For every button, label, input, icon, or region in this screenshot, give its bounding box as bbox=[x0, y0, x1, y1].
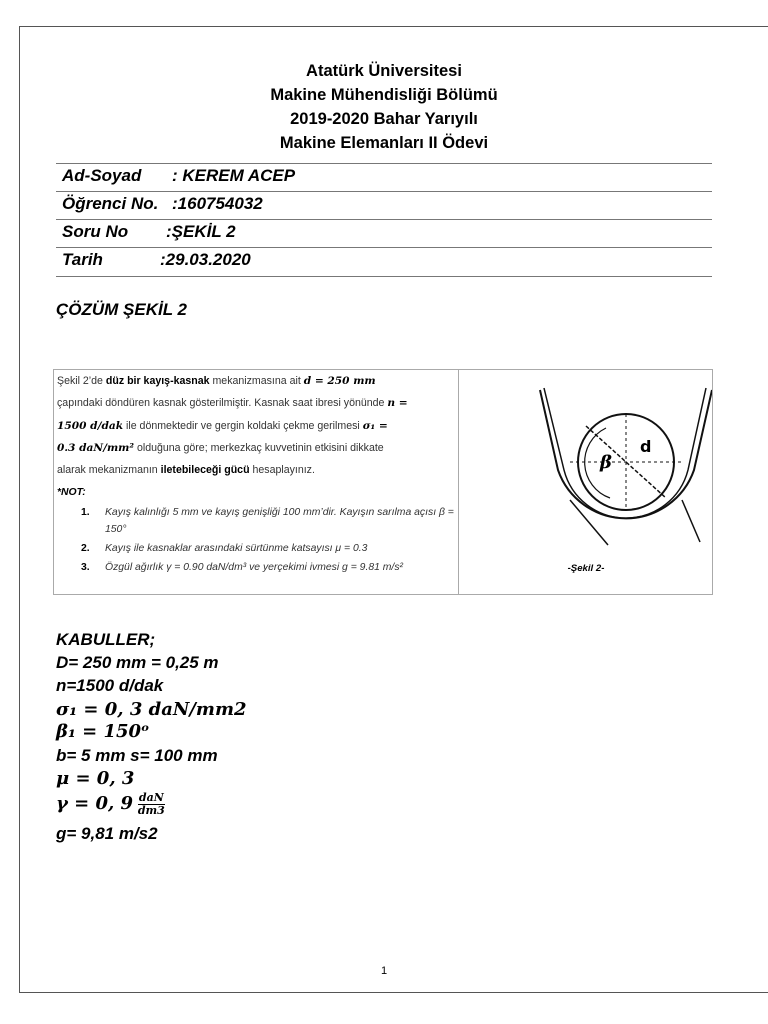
info-label: Soru No bbox=[62, 222, 129, 241]
info-value: :ŞEKİL 2 bbox=[166, 222, 236, 241]
note-item: 1. Kayış kalınlığı 5 mm ve kayış genişliği 100 mm’dir. Kayışın sarılma açısı β = 150° bbox=[81, 507, 454, 535]
note-item: 2. Kayış ile kasnaklar arasındaki sürtünme katsayısı μ = 0.3 bbox=[81, 543, 368, 554]
info-value: :29.03.2020 bbox=[160, 250, 251, 269]
university-name: Atatürk Üniversitesi bbox=[306, 62, 462, 80]
assumptions-title: KABULLER; bbox=[56, 630, 156, 649]
department-name: Makine Mühendisliği Bölümü bbox=[270, 86, 498, 104]
info-label: Ad-Soyad bbox=[62, 166, 142, 185]
assumption-gravity: g= 9,81 m/s2 bbox=[56, 824, 158, 843]
note-heading: *NOT: bbox=[57, 487, 86, 498]
info-value: : KEREM ACEP bbox=[172, 166, 296, 185]
page-number: 1 bbox=[380, 965, 388, 977]
assumption-diameter: D= 250 mm = 0,25 m bbox=[56, 653, 219, 672]
semester: 2019-2020 Bahar Yarıyılı bbox=[290, 110, 478, 128]
info-row-question-no bbox=[56, 219, 712, 248]
info-label: Tarih bbox=[62, 250, 103, 269]
course-assignment: Makine Elemanları II Ödevi bbox=[279, 134, 489, 152]
info-row-date bbox=[56, 247, 712, 277]
column-divider bbox=[458, 370, 459, 594]
beta-label: β bbox=[600, 452, 612, 473]
assumption-specific-weight: γ = 0, 9 $\frac{\text{daN}}{dm3}$ bbox=[56, 791, 165, 817]
assumption-friction: μ = 0, 3 bbox=[56, 768, 135, 789]
assumption-speed: n=1500 d/dak bbox=[56, 676, 164, 695]
info-row-student-no bbox=[56, 191, 712, 220]
question-box bbox=[53, 369, 713, 595]
assumption-belt-dims: b= 5 mm s= 100 mm bbox=[56, 746, 218, 765]
pulley-diagram bbox=[460, 370, 712, 594]
assumption-wrap-angle: β₁ = 150ᵒ bbox=[56, 721, 150, 742]
info-label: Öğrenci No. bbox=[62, 194, 159, 213]
notes bbox=[57, 482, 457, 578]
question-text: Şekil 2’de düz bir kayış-kasnak mekanizmasına ait d = 250 mm çapındaki döndüren kasnak gösterilmiştir. Kasnak saat ibresi yönünde n = 1500 d/dak ile dönmektedir ve gergin koldaki çekme gerilmesi σ₁ = 0.3 daN/mm² olduğuna göre; merkezkaç kuvvetinin etkisini dikkate alarak mekanizmanın iletebileceği gücü hesaplayınız. bbox=[57, 375, 408, 477]
diameter-label: d bbox=[640, 437, 652, 456]
assumption-stress: σ₁ = 0, 3 daN/mm2 bbox=[56, 699, 247, 720]
info-row-name bbox=[56, 163, 712, 192]
solution-title: ÇÖZÜM ŞEKİL 2 bbox=[56, 300, 187, 319]
figure-caption: -Şekil 2- bbox=[567, 563, 605, 574]
info-value: :160754032 bbox=[172, 194, 263, 213]
note-item: 3. Özgül ağırlık γ = 0.90 daN/dm³ ve yerçekimi ivmesi g = 9.81 m/s² bbox=[81, 562, 403, 573]
pulley-figure bbox=[460, 370, 712, 594]
